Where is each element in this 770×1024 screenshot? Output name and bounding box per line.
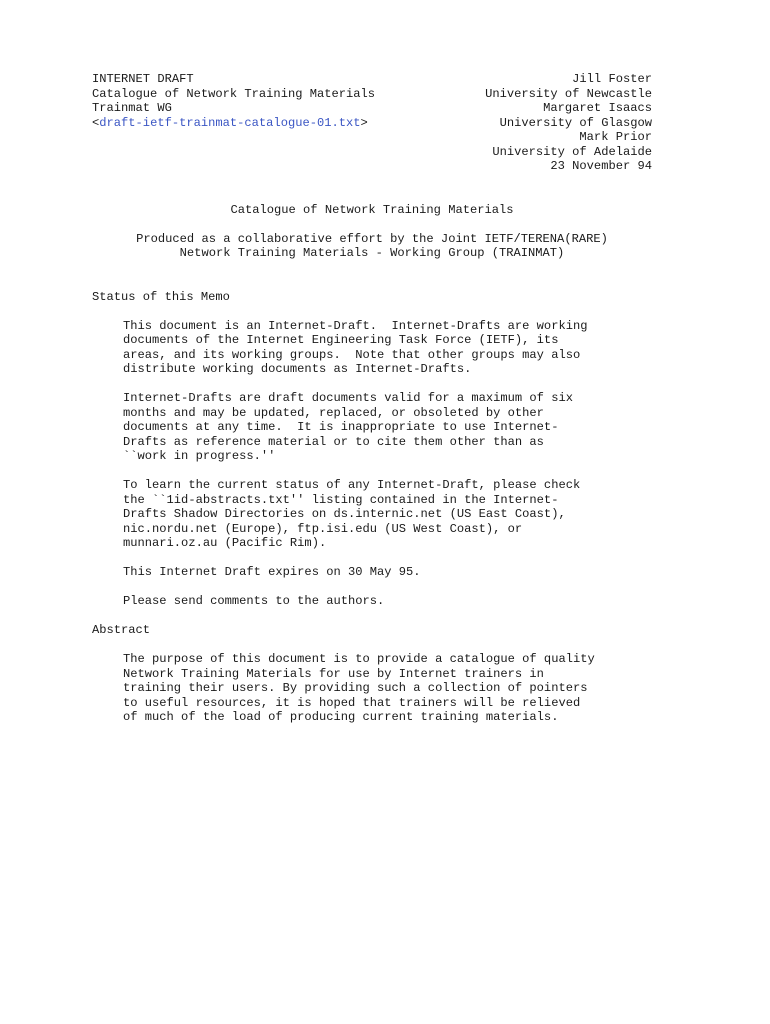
expiry-paragraph: This Internet Draft expires on 30 May 95. [123, 565, 421, 579]
draft-filename-link[interactable]: draft-ietf-trainmat-catalogue-01.txt [99, 115, 361, 130]
link-close-bracket: > [360, 115, 368, 130]
header-right-2: University of Newcastle [485, 86, 652, 101]
status-paragraph-1: This document is an Internet-Draft. Internet-Drafts are working documents of the Internet Engineering Task Force (IETF), its areas, and its working groups. Note that other groups may also distribute working documents as Internet-Drafts. [123, 318, 588, 376]
abstract-heading: Abstract [92, 623, 151, 637]
header-left-1: INTERNET DRAFT [92, 72, 194, 86]
header-date: 23 November 94 [550, 159, 652, 173]
subtitle-line-2: Network Training Materials - Working Group (TRAINMAT) [179, 246, 565, 260]
draft-filename [92, 116, 368, 131]
header-left-3: Trainmat WG [92, 101, 172, 115]
header-line-7 [92, 159, 652, 174]
status-paragraph-3: To learn the current status of any Internet-Draft, please check the ``1id-abstracts.txt'' listing contained in the Internet- Drafts Shadow Directories on ds.internic.net (US East Coast), nic.nordu.net (Europe), ftp.isi.edu (US West Coast), or munnari.oz.au (Pacific Rim). [123, 478, 581, 550]
header-right-5: Mark Prior [579, 130, 652, 144]
header-line-4 [92, 116, 652, 131]
header-right-4: University of Glasgow [499, 115, 652, 130]
abstract-paragraph: The purpose of this document is to provide a catalogue of quality Network Training Materials for use by Internet trainers in training their users. By providing such a collection of pointers to useful resources, it is hoped that trainers will be relieved of much of the load of producing current training materials. [123, 652, 595, 724]
status-paragraph-2: Internet-Drafts are draft documents valid for a maximum of six months and may be updated, replaced, or obsoleted by other documents at any time. It is inappropriate to use Internet- Drafts as reference material or to cite them other than as ``work in progress.'' [123, 391, 573, 463]
header-right-6: University of Adelaide [492, 144, 652, 159]
header-line-1 [92, 72, 652, 87]
document-title: Catalogue of Network Training Materials [230, 202, 514, 217]
link-open-bracket: < [92, 115, 100, 130]
header-right-3: Margaret Isaacs [543, 101, 652, 115]
header-right-1: Jill Foster [572, 72, 652, 86]
header-line-3 [92, 101, 652, 116]
header-line-6 [92, 145, 652, 160]
document-page [92, 72, 652, 725]
comments-paragraph: Please send comments to the authors. [123, 594, 385, 608]
status-heading: Status of this Memo [92, 289, 230, 304]
header-left-2: Catalogue of Network Training Materials [92, 86, 376, 101]
subtitle-line-1: Produced as a collaborative effort by the Joint IETF/TERENA(RARE) [136, 231, 608, 246]
header-line-5 [92, 130, 652, 145]
header-line-2 [92, 87, 652, 102]
